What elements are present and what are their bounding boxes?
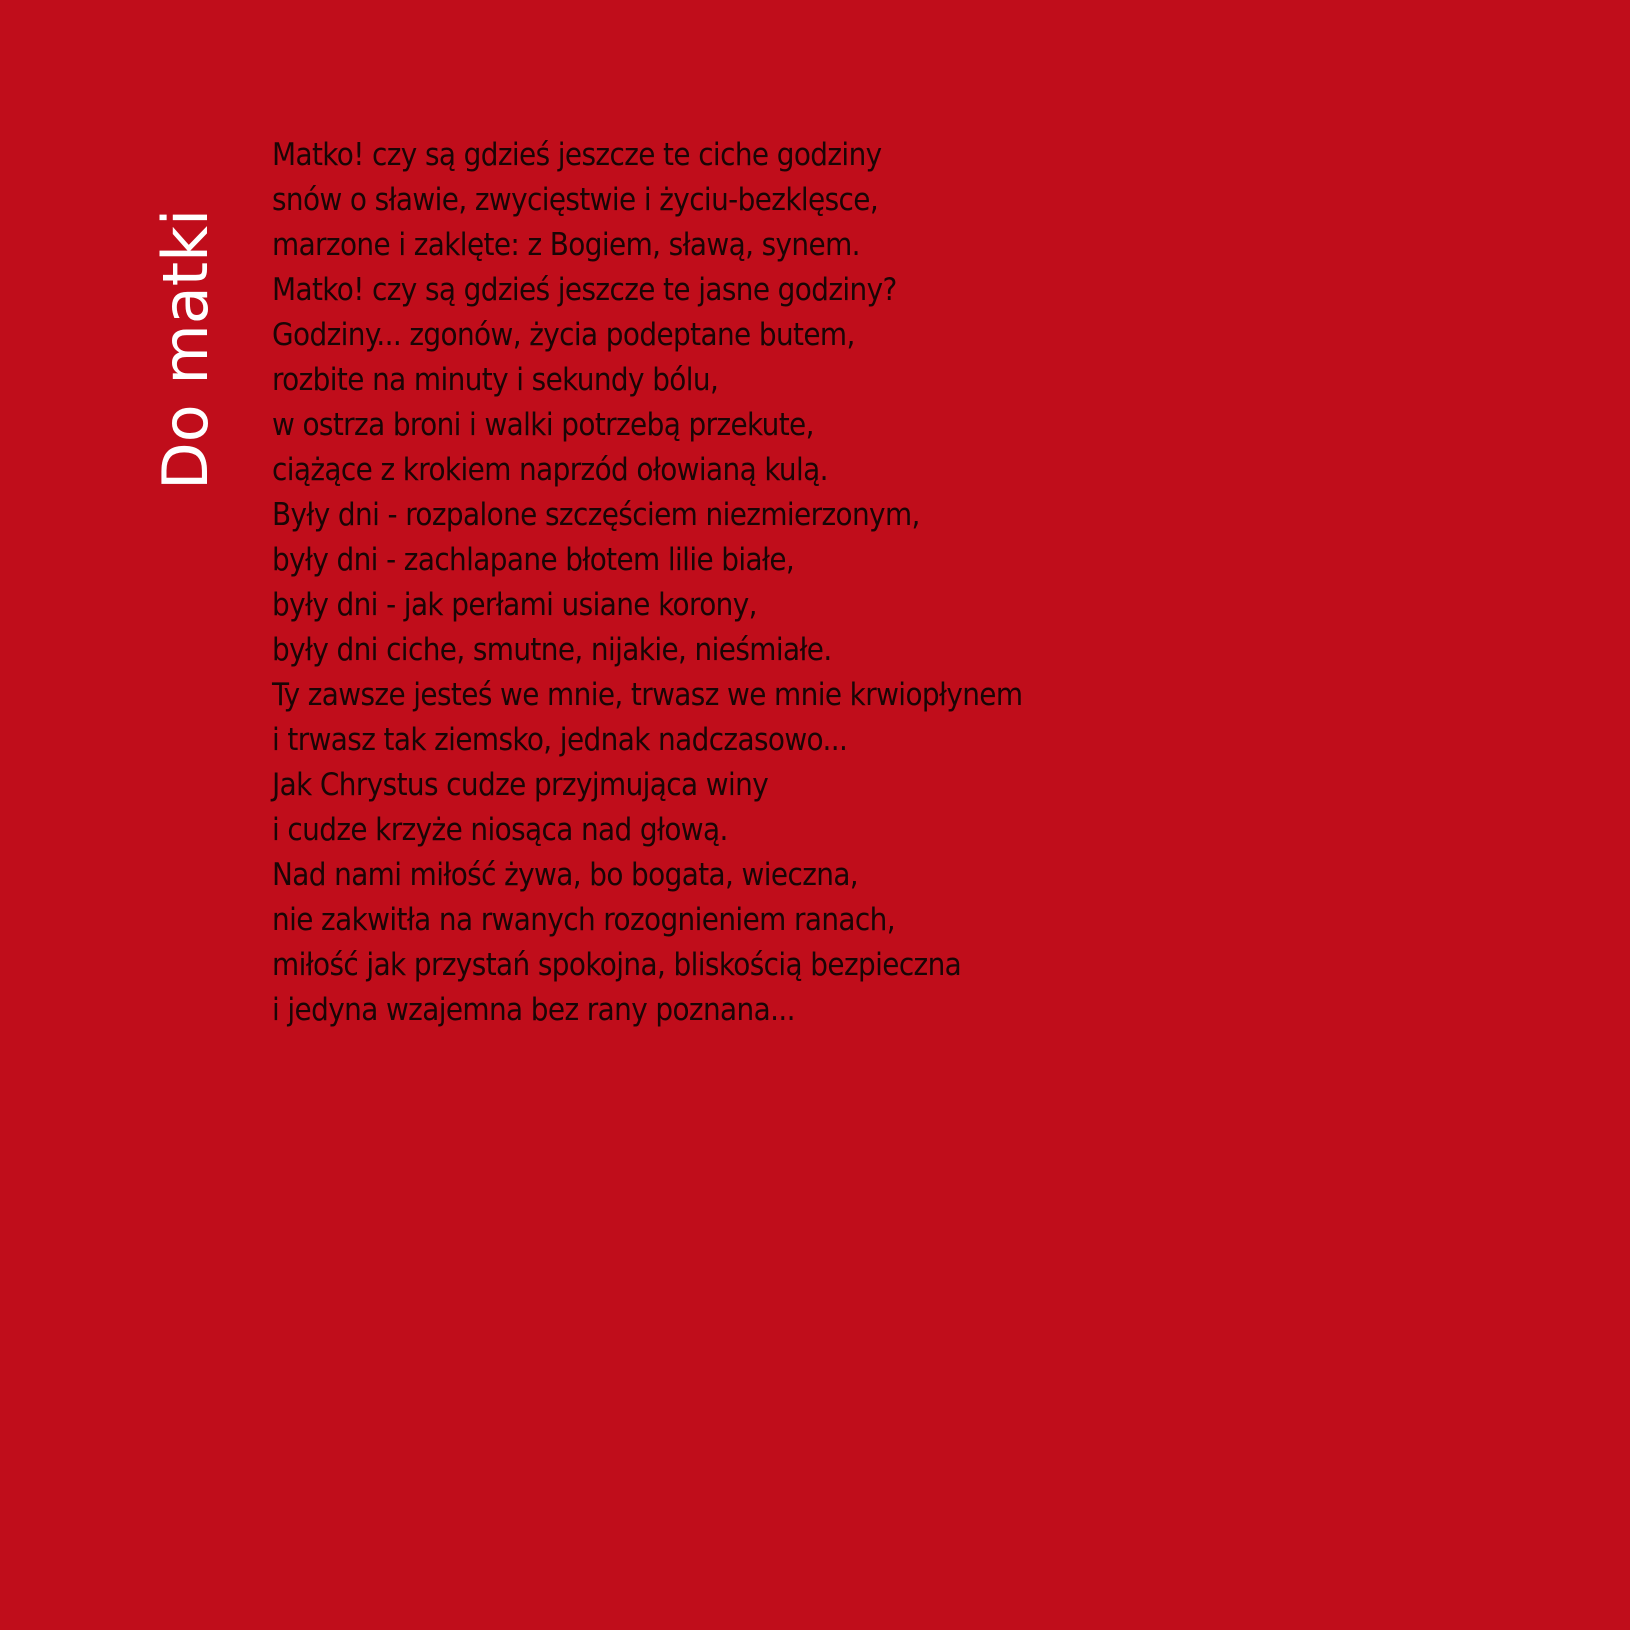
poem-line: i jedyna wzajemna bez rany poznana... [272,992,795,1028]
poem-line: Jak Chrystus cudze przyjmująca winy [272,767,769,803]
title-container [150,140,222,490]
poem-line: były dni - zachlapane błotem lilie białe, [272,542,795,578]
poem-line: Były dni - rozpalone szczęściem niezmierzonym, [272,497,920,533]
poem-line: marzone i zaklęte: z Bogiem, sławą, synem. [272,227,860,263]
poem-body [272,133,1022,1033]
poem-line: Godziny... zgonów, życia podeptane butem, [272,317,855,353]
poem-line: były dni ciche, smutne, nijakie, nieśmiałe. [272,632,832,668]
poem-line: miłość jak przystań spokojna, bliskością bezpieczna [272,947,962,983]
poem-line: Nad nami miłość żywa, bo bogata, wieczna, [272,857,859,893]
poem-line: Ty zawsze jesteś we mnie, trwasz we mnie krwiopłynem [272,677,1023,713]
poem-line: i trwasz tak ziemsko, jednak nadczasowo... [272,722,848,758]
poem-line: snów o sławie, zwycięstwie i życiu-bezklęsce, [272,182,879,218]
poem-line: Matko! czy są gdzieś jeszcze te ciche godziny [272,137,882,173]
poem-line: w ostrza broni i walki potrzebą przekute, [272,407,814,443]
poem-line: nie zakwitła na rwanych rozognieniem ranach, [272,902,895,938]
poem-line: były dni - jak perłami usiane korony, [272,587,757,623]
poem-title: Do matki [149,208,222,490]
poem-line: ciążące z krokiem naprzód ołowianą kulą. [272,452,828,488]
poem-line: rozbite na minuty i sekundy bólu, [272,362,719,398]
poem-line: Matko! czy są gdzieś jeszcze te jasne godziny? [272,272,897,308]
poem-line: i cudze krzyże niosąca nad głową. [272,812,728,848]
